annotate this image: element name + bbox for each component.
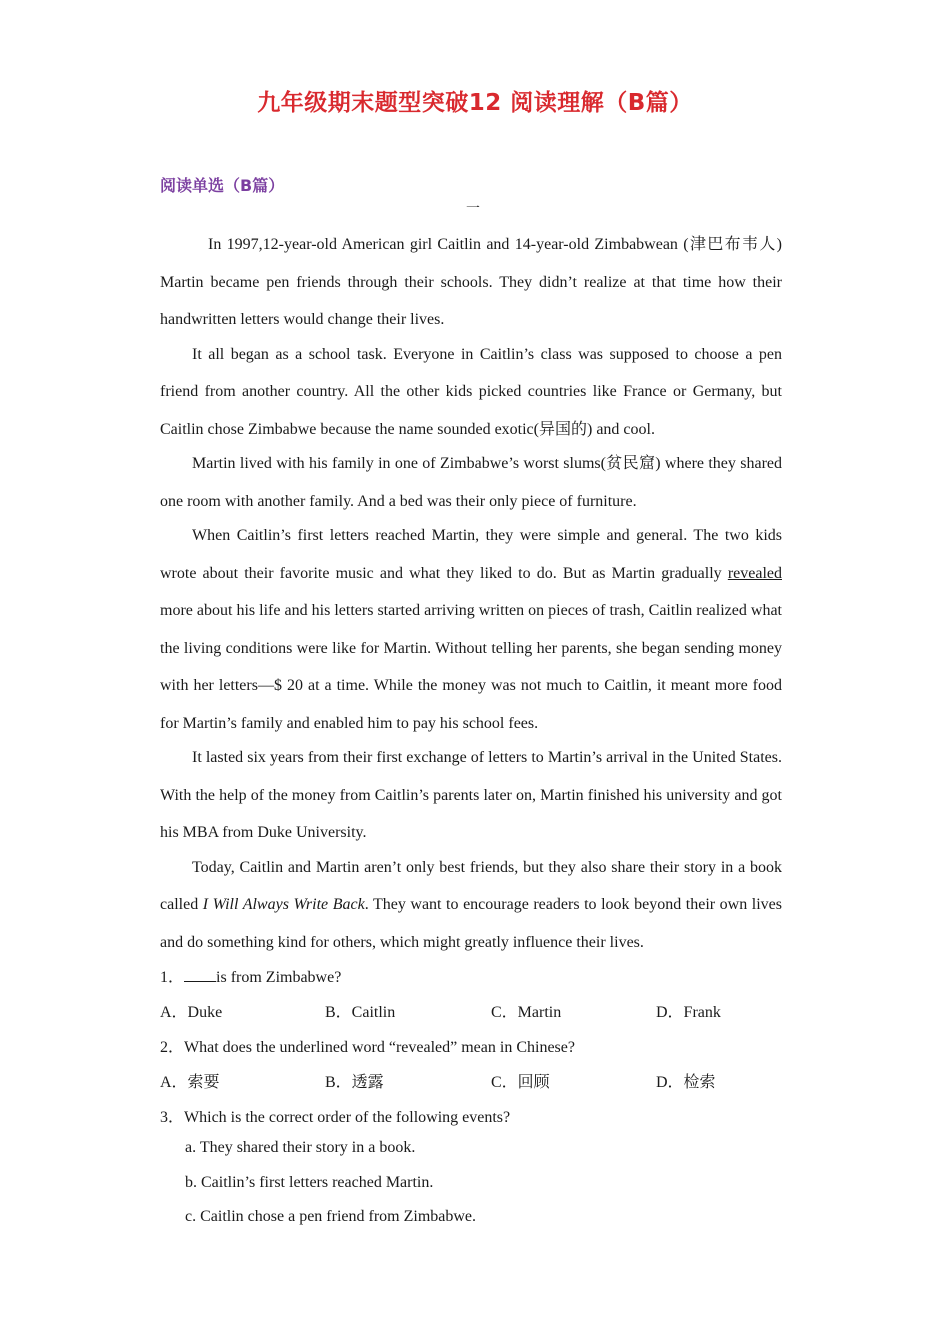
event-b: b. Caitlin’s first letters reached Martin.	[185, 1174, 434, 1191]
answer-blank	[184, 967, 216, 982]
question-text: What does the underlined word “revealed” mean in Chinese?	[184, 1039, 575, 1056]
question-number: 2．	[160, 1039, 185, 1056]
section-title: 阅读单选（B篇）	[160, 176, 285, 195]
book-title: I Will Always Write Back	[202, 896, 365, 913]
event-a: a. They shared their story in a book.	[185, 1139, 416, 1156]
question-1	[160, 964, 341, 987]
passage-paragraph-5: It lasted six years from their first exchange of letters to Martin’s arrival in the United States. With the help of the money from Caitlin’s parents later on, Martin finished his university and got his MBA from Duke University.	[160, 749, 782, 841]
underlined-word-revealed: revealed	[727, 564, 782, 582]
option-d[interactable]: D．Frank	[656, 1004, 721, 1021]
reading-passage	[160, 226, 782, 958]
question-3	[160, 1104, 510, 1127]
event-c: c. Caitlin chose a pen friend from Zimbabwe.	[185, 1208, 477, 1225]
option-b[interactable]: B．透露	[325, 1074, 384, 1091]
passage-paragraph-6	[160, 849, 782, 962]
option-a[interactable]: A．Duke	[160, 1004, 223, 1021]
passage-number: 一	[466, 202, 480, 217]
passage-paragraph-3: Martin lived with his family in one of Zimbabwe’s worst slums(贫民窟) where they shared one room with another family. And a bed was their only piece of furniture.	[160, 455, 782, 510]
question-2	[160, 1034, 575, 1057]
option-a[interactable]: A．索要	[160, 1074, 220, 1091]
paragraph-6-text-a: Today, Caitlin and Martin aren’t only best friends, but they also share their story in a book called	[160, 858, 782, 913]
passage-paragraph-1: In 1997,12-year-old American girl Caitlin and 14-year-old Zimbabwean (津巴布韦人) Martin became pen friends through their schools. They didn’t realize at that time how their handwritten letters would change their lives.	[160, 236, 782, 328]
passage-paragraph-2: It all began as a school task. Everyone in Caitlin’s class was supposed to choose a pen friend from another country. All the other kids picked countries like France or Germany, but Caitlin chose Zimbabwe because the name sounded exotic(异国的) and cool.	[160, 345, 782, 438]
question-text: Which is the correct order of the following events?	[184, 1109, 511, 1126]
paragraph-4-text-b: more about his life and his letters started arriving written on pieces of trash, Caitlin realized what the living conditions were like for Martin. Without telling her parents, she began sending money with her letters—$ 20 at a time. While the money was not much to Caitlin, it meant more food for Martin’s family and enabled him to pay his school fees.	[160, 602, 782, 732]
passage-paragraph-4	[160, 517, 782, 742]
option-d[interactable]: D．检索	[656, 1074, 716, 1091]
option-b[interactable]: B．Caitlin	[325, 1004, 396, 1021]
paragraph-6-text-b: . They want to encourage readers to look beyond their own lives and do something kind for others, which might greatly influence their lives.	[160, 896, 782, 951]
option-c[interactable]: C．回顾	[491, 1074, 550, 1091]
page-title: 九年级期末题型突破12 阅读理解（B篇）	[257, 90, 693, 116]
question-number: 1．	[160, 969, 185, 986]
paragraph-4-text-a: When Caitlin’s first letters reached Martin, they were simple and general. The two kids wrote about their favorite music and what they liked to do. But as Martin gradually	[160, 527, 782, 582]
question-number: 3．	[160, 1109, 185, 1126]
option-c[interactable]: C．Martin	[491, 1004, 562, 1021]
question-text: is from Zimbabwe?	[216, 969, 342, 986]
